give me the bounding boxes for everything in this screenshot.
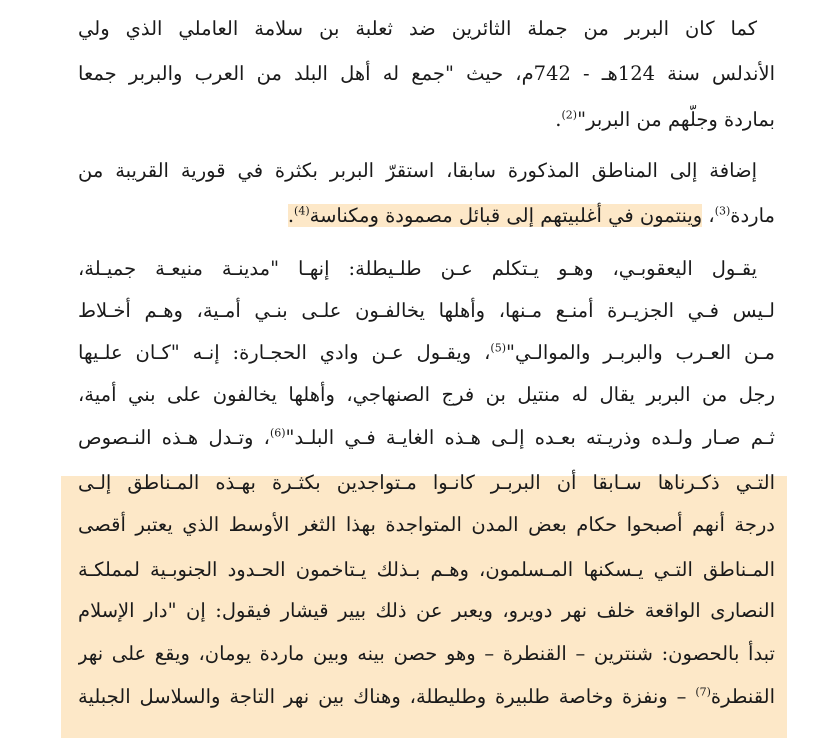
line-text: ، <box>702 204 715 227</box>
text-line <box>78 254 775 284</box>
line-text: رجل من البربر يقال له منتيل بن فرج الصنهاجي، وأهلها يخالفون على بني أمية، <box>78 383 775 406</box>
text-line <box>78 596 775 626</box>
text-line <box>78 468 775 498</box>
line-text: إضافة إلى المناطق المذكورة سابقا، استقرّ البربر بكثرة في قورية القريبة من <box>78 159 757 182</box>
footnote-ref: (2) <box>561 108 578 122</box>
line-text: مـن العـرب والبربـر والموالـي" <box>506 341 775 364</box>
text-line <box>78 14 775 44</box>
footnote-ref: (4) <box>294 204 310 218</box>
text-line <box>78 423 775 453</box>
footnote-ref: (5) <box>490 341 506 355</box>
text-line <box>78 296 775 326</box>
line-text: التـي ذكـرناها سـابقا أن البربـر كانـوا مـتواجدين بكثـرة بهـذه المـناطق إلـى <box>78 471 775 494</box>
text-line <box>78 639 775 669</box>
text-line <box>78 380 775 410</box>
line-text: يقـول اليعقوبـي، وهـو يـتكلم عـن طلـيطلة: إنهـا "مدينـة منيعـة جميـلة، <box>78 257 757 280</box>
footnote-ref: (7) <box>695 685 711 699</box>
text-line <box>78 510 775 540</box>
line-text: درجة أنهم أصبحوا حكام بعض المدن المتواجدة بهذا الثغر الأوسط الذي يعتبر أقصى <box>78 513 775 536</box>
text-line <box>78 156 775 186</box>
line-text: ، وتـدل هـذه النـصوص <box>78 426 270 449</box>
footnote-ref: (6) <box>269 426 286 440</box>
text-line <box>78 555 775 585</box>
line-text: النصارى الواقعة خلف نهر دويرو، ويعبر عن ذلك بيير قيشار فيقول: إن "دار الإسلام <box>78 599 775 622</box>
text-line <box>78 682 775 712</box>
line-text: ثـم صـار ولـده وذريـته بعـده إلـى هـذه الغايـة فـي البلـد" <box>285 426 775 449</box>
text-line <box>78 105 775 135</box>
line-text: لـيس فـي الجزيـرة أمنـع مـنها، وأهلها يخالفـون علـى بنـي أمـية، وهـم أخـلاط <box>78 299 775 322</box>
line-text: تبدأ بالحصون: شنترين – القنطرة – وهو حصن بينه وبين ماردة يومان، ويقع على نهر <box>78 642 775 665</box>
text-line <box>78 59 775 89</box>
line-text: المـناطق التـي يـسكنها المـسلمون، وهـم بـذلك يـتاخمون الحـدود الجنوبـية لمملكـة <box>78 558 775 581</box>
text-line <box>78 201 775 231</box>
highlighted-text: وينتمون في أغلبيتهم إلى قبائل مصمودة ومكناسة$^{(4)}$. <box>287 204 703 227</box>
line-text: كما كان البربر من جملة الثائرين ضد ثعلبة بن سلامة العاملي الذي ولي <box>78 17 757 40</box>
line-text: – ونفزة وخاصة طلبيرة وطليطلة، وهناك بين نهر التاجة والسلاسل الجبلية <box>78 685 696 708</box>
line-text: ماردة <box>730 204 775 227</box>
line-text: بماردة وجلّهم من البربر" <box>577 108 775 131</box>
footnote-ref: (3) <box>714 204 731 218</box>
line-text: الأندلس سنة 124هـ - 742م، حيث "جمع له أهل البلد من العرب والبربر جمعا <box>78 62 775 85</box>
line-text: ، ويقـول عـن وادي الحجـارة: إنـه "كـان علـيها <box>78 341 491 364</box>
text-line <box>78 338 775 368</box>
line-text: القنطرة <box>710 685 775 708</box>
line-text-end: . <box>555 108 562 131</box>
